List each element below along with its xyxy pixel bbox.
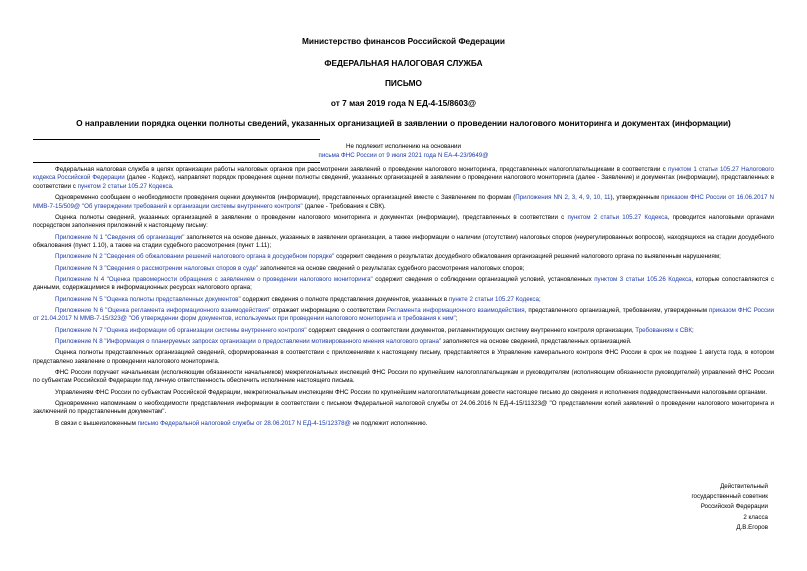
paragraph-1: Федеральная налоговая служба в целях организации работы налоговых органов при рассмотрении заявлений о проведении налогового мониторинга, представленных налогоплательщиками в соответствии с пунктом 1 статьи 105.27 Налогового кодекса Российской Федерации (далее - Кодекс), направляет порядок проведения оценки полноты сведений, указанных организацией в заявлении о проведении налогового мониторинга (далее - Заявление) и документах (информации), представленных в соответствии с пунктом 2 статьи 105.27 Кодекса. — [33, 166, 774, 190]
link-appendix-4[interactable]: Приложение N 4 "Оценка правомерности обращения с заявлением о проведении налогового мониторинга" — [55, 275, 373, 283]
link-appendix-3[interactable]: Приложение N 3 "Сведения о рассмотрении налоговых споров в суде" — [55, 264, 259, 272]
document-type: ПИСЬМО — [384, 78, 423, 88]
link-art-105-27-p2-b[interactable]: пунктом 2 статьи 105.27 Кодекса — [567, 213, 668, 221]
signature-line-2: государственный советник — [691, 493, 768, 501]
link-art-105-27-p2-c[interactable]: пункте 2 статьи 105.27 Кодекса — [448, 295, 539, 303]
letter-body — [33, 166, 774, 428]
signature-line-3: Российской Федерации — [700, 503, 768, 511]
signatory-name: Д.В.Егоров — [736, 523, 768, 531]
document-title: О направлении порядка оценки полноты сведений, указанных организацией в заявлении о проведении налогового мониторинга и документах (информации) — [76, 118, 731, 128]
link-art-105-27-p1[interactable]: пунктом 1 статьи 105.27 Налогового кодекса Российской Федерации — [33, 166, 774, 182]
signature-block — [691, 482, 768, 533]
link-appendix-5[interactable]: Приложение N 5 "Оценка полноты представленных документов" — [55, 295, 241, 303]
paragraph-3: Оценка полноты сведений, указанных организацией в заявлении о проведении налогового мониторинга и документах (информации), представленных в соответствии с пунктом 2 статьи 105.27 Кодекса, проводится налоговыми органами посредством заполнения приложений к настоящему письму: — [33, 213, 774, 230]
paragraph-appendix-3: Приложение N 3 "Сведения о рассмотрении налоговых споров в суде" заполняется на основе сведений о результатах судебного рассмотрения налоговых споров; — [55, 264, 525, 272]
link-appendix-2[interactable]: Приложение N 2 "Сведения об обжаловании решений налогового органа в досудебном порядке" — [55, 253, 335, 261]
link-interaction-regulation[interactable]: Регламента информационного взаимодействия — [386, 306, 525, 314]
link-letter-12378[interactable]: письмо Федеральной налоговой службы от 28.06.2017 N ЕД-4-15/12378@ — [137, 419, 351, 427]
link-art-105-27-p2[interactable]: пунктом 2 статьи 105.27 Кодекса — [77, 182, 172, 190]
paragraph-13: ФНС России поручает начальникам (исполняющим обязанности начальников) межрегиональных инспекций ФНС России по крупнейшим налогоплательщикам и руководителям (исполняющим обязанности руководителей) управлений ФНС России по субъектам Российской Федерации под личную ответственность обеспечить исполнение настоящего письма. — [33, 368, 774, 385]
paragraph-appendix-1: Приложение N 1 "Сведения об организации" заполняется на основе данных, указанных в заявлении организации, а также информации о наличии (отсутствии) налоговых споров (неурегулированных вопросов), находящихся на стадии досудебного обжалования (пункт 1.10), а также на стадии судебного рассмотрения (пункт 1.11); — [33, 233, 774, 249]
service-name: ФЕДЕРАЛЬНАЯ НАЛОГОВАЯ СЛУЖБА — [324, 58, 483, 68]
link-order-509[interactable]: приказом ФНС России от 16.06.2017 N ММВ-7-15/509@ "Об утверждении требований к организации системы внутреннего контроля" — [33, 194, 774, 210]
paragraph-appendix-2: Приложение N 2 "Сведения об обжаловании решений налогового органа в досудебном порядке" содержит сведения о результатах досудебного обжалования организацией решений налогового органа по выявленным нарушениям; — [55, 253, 721, 261]
document-date-number: от 7 мая 2019 года N ЕД-4-15/8603@ — [330, 98, 477, 108]
notice-text: Не подлежит исполнению на основании — [346, 143, 461, 150]
link-svk-requirements[interactable]: Требованиям к СВК — [635, 326, 692, 334]
link-appendix-8[interactable]: Приложение N 8 "Информация о планируемых запросах организации о предоставлении мотивированного мнения налогового органа" — [55, 337, 442, 345]
paragraph-15: Одновременно напоминаем о необходимости представления информации в соответствии с письмом Федеральной налоговой службы от 24.06.2016 N ЕД-4-15/11323@ "О представлении копий заявлений о проведении налогового мониторинга и заключений по представленным документам". — [33, 399, 774, 416]
link-art-105-26-p3[interactable]: пунктом 3 статьи 105.26 Кодекса — [594, 275, 692, 283]
notice-link[interactable]: письма ФНС России от 9 июля 2021 года N ЕА-4-23/9649@ — [318, 152, 489, 159]
paragraph-appendix-5: Приложение N 5 "Оценка полноты представленных документов" содержит сведения о полноте представления документов, указанных в пункте 2 статьи 105.27 Кодекса; — [55, 295, 541, 303]
link-appendices[interactable]: Приложения NN 2, 3, 4, 9, 10, 11 — [515, 194, 611, 202]
paragraph-14: Управлениям ФНС России по субъектам Российской Федерации, межрегиональным инспекциям ФНС России по крупнейшим налогоплательщикам довести настоящее письмо до сведения и исполнения подведомственными налоговыми органами. — [55, 388, 768, 396]
link-appendix-1[interactable]: Приложение N 1 "Сведения об организации" — [55, 233, 185, 241]
signature-line-1: Действительный — [720, 483, 768, 490]
ministry-name: Министерство финансов Российской Федерации — [301, 36, 506, 46]
link-appendix-7[interactable]: Приложение N 7 "Оценка информации об организации системы внутреннего контроля" — [55, 326, 307, 334]
signature-line-4: 2 класса — [743, 513, 768, 521]
paragraph-appendix-7: Приложение N 7 "Оценка информации об организации системы внутреннего контроля" содержит сведения о соответствии документов, регламентирующих систему внутреннего контроля организации, Требованиям к СВК; — [55, 326, 694, 334]
validity-notice — [33, 142, 774, 160]
link-order-323[interactable]: приказом ФНС России от 21.04.2017 N ММВ-7-15/323@ "Об утверждении форм документов, используемых при проведении налогового мониторинга и требования к ним" — [33, 306, 774, 323]
divider-top — [33, 139, 320, 140]
paragraph-appendix-8: Приложение N 8 "Информация о планируемых запросах организации о предоставлении мотивированного мнения налогового органа" заполняется на основе сведений, представленных организацией. — [55, 337, 632, 345]
link-appendix-6[interactable]: Приложение N 6 "Оценка регламента информационного взаимодействия" — [55, 306, 271, 314]
paragraph-appendix-4: Приложение N 4 "Оценка правомерности обращения с заявлением о проведении налогового мониторинга" содержит сведения о соблюдении организацией условий, установленных пунктом 3 статьи 105.26 Кодекса, которые сопоставляются с данными, содержащимися в информационных ресурсах налогового органа; — [33, 275, 774, 292]
paragraph-12: Оценка полноты представленных организацией сведений, сформированная в соответствии с приложениями к настоящему письму, представляется в Управление камерального контроля ФНС России в срок не позднее 1 августа года, в котором представлено заявление о проведении налогового мониторинга. — [33, 349, 774, 365]
paragraph-2: Одновременно сообщаем о необходимости проведения оценки документов (информации), представленных организацией вместе с Заявлением по формам (Приложения NN 2, 3, 4, 9, 10, 11), утвержденным приказом ФНС России от 16.06.2017 N ММВ-7-15/509@ "Об утверждении требований к организации системы внутреннего контроля" (далее - Требования к СВК). — [33, 194, 774, 210]
paragraph-16: В связи с вышеизложенным письмо Федеральной налоговой службы от 28.06.2017 N ЕД-4-15/12378@ не подлежит исполнению. — [55, 419, 428, 427]
divider-bottom — [33, 162, 320, 163]
paragraph-appendix-6: Приложение N 6 "Оценка регламента информационного взаимодействия" отражает информацию о соответствии Регламента информационного взаимодействия, представленного организацией, требованиям, утвержденным приказом ФНС России от 21.04.2017 N ММВ-7-15/323@ "Об утверждении форм документов, используемых при проведении налогового мониторинга и требования к ним"; — [33, 306, 774, 323]
